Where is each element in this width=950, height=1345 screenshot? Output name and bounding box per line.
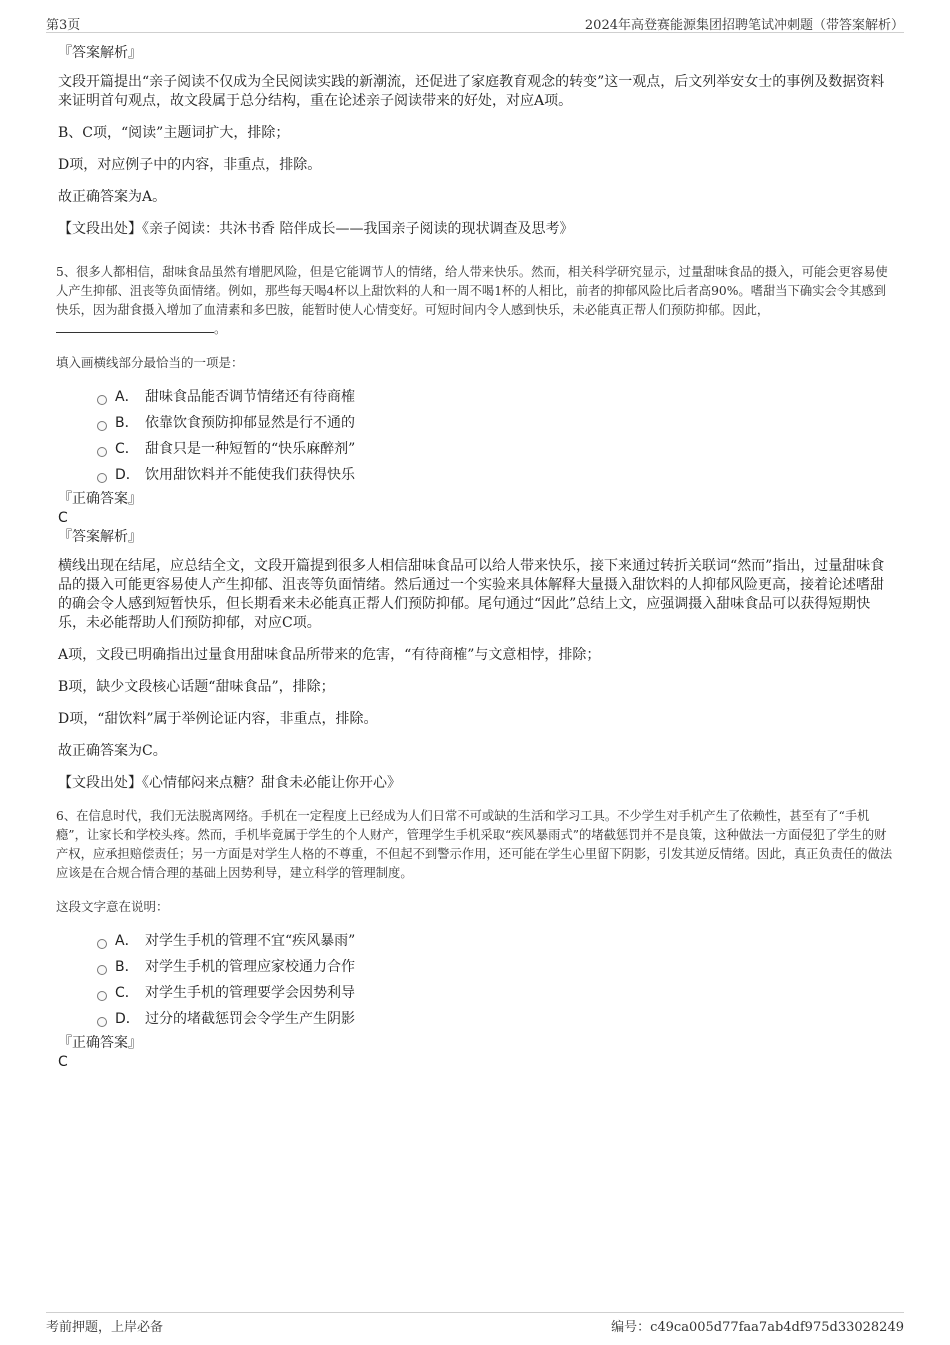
question-stem-end: 。 <box>214 322 227 336</box>
analysis-option-d: D项，“甜饮料”属于举例论证内容，非重点，排除。 <box>58 711 378 727</box>
answer-options <box>56 928 896 1032</box>
analysis-option-a: A项，文段已明确指出过量食用甜味食品所带来的危害，“有待商榷”与文意相悖，排除； <box>58 647 601 663</box>
option-text: 对学生手机的管理应家校通力合作 <box>145 959 355 975</box>
option-letter: A． <box>115 389 139 405</box>
option-letter: C． <box>115 441 139 457</box>
radio-button-icon[interactable] <box>97 939 107 949</box>
question-stem-text: 5、很多人都相信，甜味食品虽然有增肥风险，但是它能调节人的情绪，给人带来快乐。然而，相关科学研究显示，过量甜味食品的摄入，可能会更容易使人产生抑郁、沮丧等负面情绪。例如，那些每天喝4杯以上甜饮料的人和一周不喝1杯的人相比，前者的抑郁风险比后者高90%。嗜甜当下确实会令其感到快乐，因为甜食摄入增加了血清素和多巴胺，能暂时使人心情变好。可短时间内令人感到快乐，未必能真正帮人们预防抑郁。因此， <box>56 265 888 317</box>
question-prompt: 填入画横线部分最恰当的一项是： <box>56 355 244 370</box>
document-code: 编号：c49ca005d77faa7ab4df975d33028249 <box>611 1320 904 1335</box>
radio-button-icon[interactable] <box>97 991 107 1001</box>
correct-answer-label: 『正确答案』 <box>58 491 142 507</box>
answer-options <box>56 384 896 488</box>
question-prompt: 这段文字意在说明： <box>56 899 169 914</box>
option-letter: C． <box>115 985 139 1001</box>
question-4-analysis <box>56 44 896 239</box>
question-6 <box>56 807 896 1072</box>
analysis-option-b: B项，缺少文段核心话题“甜味食品”，排除； <box>58 679 335 695</box>
correct-answer: C <box>58 510 68 526</box>
question-stem: 6、在信息时代，我们无法脱离网络。手机在一定程度上已经成为人们日常不可或缺的生活和学习工具。不少学生对手机产生了依赖性，甚至有了“手机瘾”，让家长和学校头疼。然而，手机毕竟属于学生的个人财产，管理学生手机采取“疾风暴雨式”的堵截惩罚并不是良策，这种做法一方面侵犯了学生的财产权，应承担赔偿责任；另一方面是对学生人格的不尊重，不但起不到警示作用，还可能在学生心里留下阴影，引发其逆反情绪。因此，真正负责任的做法应该是在合规合情合理的基础上因势利导，建立科学的管理制度。 <box>56 809 893 880</box>
option-b[interactable] <box>56 410 896 436</box>
footer-slogan: 考前押题，上岸必备 <box>46 1320 164 1335</box>
document-title: 2024年高登赛能源集团招聘笔试冲刺题（带答案解析） <box>584 18 904 33</box>
analysis-conclusion: 故正确答案为C。 <box>58 743 167 759</box>
option-a[interactable] <box>56 928 896 954</box>
correct-answer-label: 『正确答案』 <box>58 1035 142 1051</box>
correct-answer: C <box>58 1054 68 1070</box>
option-text: 饮用甜饮料并不能使我们获得快乐 <box>145 467 355 483</box>
question-5 <box>56 263 896 793</box>
analysis-label: 『答案解析』 <box>58 45 142 61</box>
option-c[interactable] <box>56 436 896 462</box>
passage-source: 【文段出处】《心情郁闷来点糖？甜食未必能让你开心》 <box>58 775 401 791</box>
question-stem <box>56 263 896 339</box>
fill-blank <box>56 320 214 333</box>
page-number: 第3页 <box>46 18 81 33</box>
option-text: 甜食只是一种短暂的“快乐麻醉剂” <box>145 441 356 457</box>
page-header <box>46 12 904 33</box>
page-footer <box>46 1312 904 1337</box>
option-b[interactable] <box>56 954 896 980</box>
option-a[interactable] <box>56 384 896 410</box>
option-d[interactable] <box>56 462 896 488</box>
analysis-conclusion: 故正确答案为A。 <box>58 189 167 205</box>
radio-button-icon[interactable] <box>97 473 107 483</box>
page-content <box>56 44 896 1072</box>
radio-button-icon[interactable] <box>97 965 107 975</box>
analysis-option-d: D项，对应例子中的内容，非重点，排除。 <box>58 157 322 173</box>
option-text: 对学生手机的管理不宜“疾风暴雨” <box>145 933 356 949</box>
option-text: 依靠饮食预防抑郁显然是行不通的 <box>145 415 355 431</box>
radio-button-icon[interactable] <box>97 447 107 457</box>
option-letter: B． <box>115 959 139 975</box>
analysis-option-bc: B、C项，“阅读”主题词扩大，排除； <box>58 125 290 141</box>
radio-button-icon[interactable] <box>97 395 107 405</box>
option-c[interactable] <box>56 980 896 1006</box>
option-text: 过分的堵截惩罚会令学生产生阴影 <box>145 1011 355 1027</box>
option-text: 甜味食品能否调节情绪还有待商榷 <box>145 389 355 405</box>
option-text: 对学生手机的管理要学会因势利导 <box>145 985 355 1001</box>
option-letter: D． <box>115 467 140 483</box>
radio-button-icon[interactable] <box>97 421 107 431</box>
option-d[interactable] <box>56 1006 896 1032</box>
analysis-text: 横线出现在结尾，应总结全文，文段开篇提到很多人相信甜味食品可以给人带来快乐，接下来通过转折关联词“然而”指出，过量甜味食品的摄入可能更容易使人产生抑郁、沮丧等负面情绪。然后通过一个实验来具体解释大量摄入甜饮料的人抑郁风险更高，接着论述嗜甜的确会令人感到短暂快乐，但长期看来未必能真正帮人们预防抑郁。尾句通过“因此”总结上文，应强调摄入甜味食品可以获得短期快乐，未必能帮助人们预防抑郁，对应C项。 <box>58 558 885 631</box>
radio-button-icon[interactable] <box>97 1017 107 1027</box>
analysis-text: 文段开篇提出“亲子阅读不仅成为全民阅读实践的新潮流，还促进了家庭教育观念的转变”这一观点，后文列举安女士的事例及数据资料来证明首句观点，故文段属于总分结构，重在论述亲子阅读带来的好处，对应A项。 <box>58 74 885 109</box>
passage-source: 【文段出处】《亲子阅读：共沐书香 陪伴成长——我国亲子阅读的现状调查及思考》 <box>58 221 574 237</box>
option-letter: A． <box>115 933 139 949</box>
option-letter: B． <box>115 415 139 431</box>
analysis-label: 『答案解析』 <box>58 529 142 545</box>
option-letter: D． <box>115 1011 140 1027</box>
